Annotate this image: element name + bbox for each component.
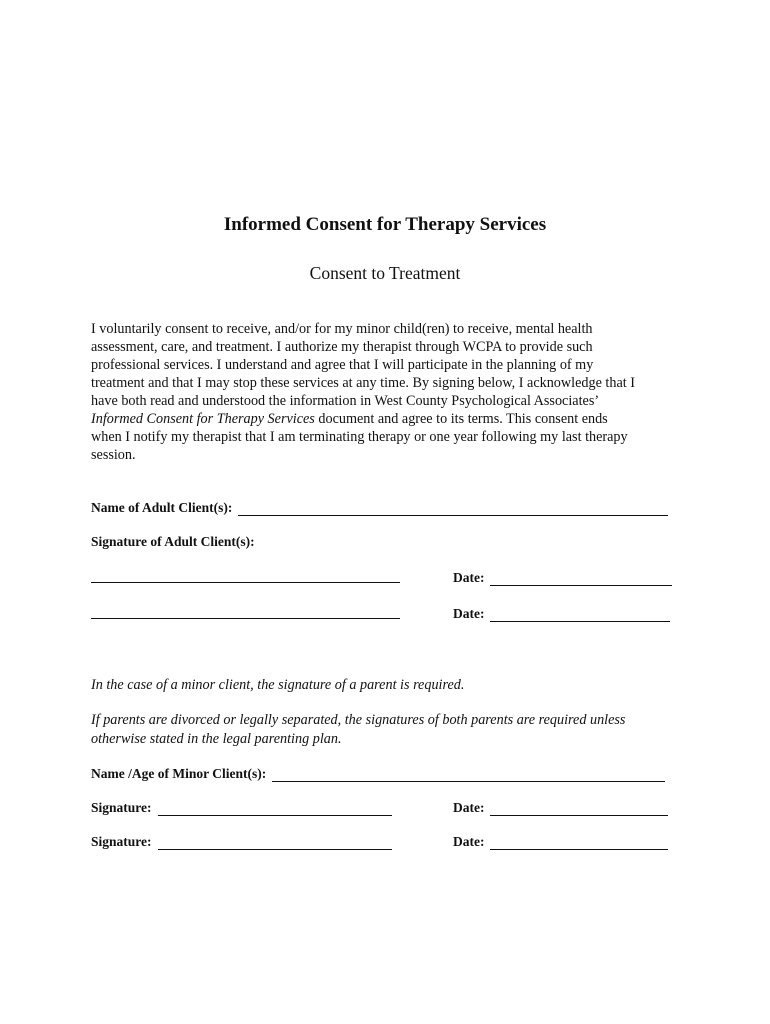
parent-date-field-1[interactable] xyxy=(490,803,668,816)
parent-date-row-2 xyxy=(453,834,668,850)
paragraph-line: have both read and understood the information in West County Psychological Associates’ xyxy=(91,393,600,409)
document-reference: Informed Consent for Therapy Services xyxy=(91,411,315,427)
paragraph-line: treatment and that I may stop these services at any time. By signing below, I acknowledge that I xyxy=(91,375,635,391)
parent-date-row-1 xyxy=(453,800,668,816)
adult-name-field[interactable] xyxy=(238,503,668,516)
paragraph-line xyxy=(91,410,681,428)
paragraph-line: assessment, care, and treatment. I authorize my therapist through WCPA to provide such xyxy=(91,339,593,355)
paragraph-line: professional services. I understand and agree that I will participate in the planning of my xyxy=(91,357,594,373)
document-title: Informed Consent for Therapy Services xyxy=(223,214,547,235)
note-line: In the case of a minor client, the signature of a parent is required. xyxy=(91,677,465,693)
signature-label: Signature: xyxy=(91,800,152,815)
adult-signature-heading xyxy=(91,534,255,550)
adult-signature-row-2 xyxy=(91,606,400,619)
consent-paragraph xyxy=(91,320,681,464)
minor-signature-note xyxy=(91,676,464,695)
parent-date-field-2[interactable] xyxy=(490,837,668,850)
date-label: Date: xyxy=(453,570,485,585)
paragraph-line: when I notify my therapist that I am terminating therapy or one year following my last therapy xyxy=(91,429,628,445)
signature-label: Signature: xyxy=(91,834,152,849)
date-label: Date: xyxy=(453,606,485,621)
adult-signature-row-1 xyxy=(91,570,400,583)
date-label: Date: xyxy=(453,834,485,849)
date-label: Date: xyxy=(453,800,485,815)
paragraph-line: I voluntarily consent to receive, and/or for my minor child(ren) to receive, mental health xyxy=(91,321,593,337)
parent-signature-field-2[interactable] xyxy=(158,837,392,850)
parent-signature-row-2 xyxy=(91,834,392,850)
note-line: otherwise stated in the legal parenting plan. xyxy=(91,731,342,747)
adult-signature-field-1[interactable] xyxy=(91,570,400,583)
paragraph-text: document and agree to its terms. This consent ends xyxy=(314,411,608,427)
adult-date-row-2 xyxy=(453,606,670,622)
adult-date-row-1 xyxy=(453,570,672,586)
document-subtitle: Consent to Treatment xyxy=(309,263,461,283)
note-line: If parents are divorced or legally separated, the signatures of both parents are required unless xyxy=(91,712,626,728)
adult-name-label: Name of Adult Client(s): xyxy=(91,500,233,515)
adult-date-field-1[interactable] xyxy=(490,573,672,586)
minor-name-field[interactable] xyxy=(272,769,665,782)
parent-signature-field-1[interactable] xyxy=(158,803,392,816)
minor-name-row xyxy=(91,766,665,782)
adult-signature-field-2[interactable] xyxy=(91,606,400,619)
parent-signature-row-1 xyxy=(91,800,392,816)
paragraph-line: session. xyxy=(91,447,136,463)
adult-name-row xyxy=(91,500,668,516)
adult-signature-label: Signature of Adult Client(s): xyxy=(91,534,255,549)
divorce-note xyxy=(91,711,625,749)
adult-date-field-2[interactable] xyxy=(490,609,670,622)
minor-name-label: Name /Age of Minor Client(s): xyxy=(91,766,267,781)
